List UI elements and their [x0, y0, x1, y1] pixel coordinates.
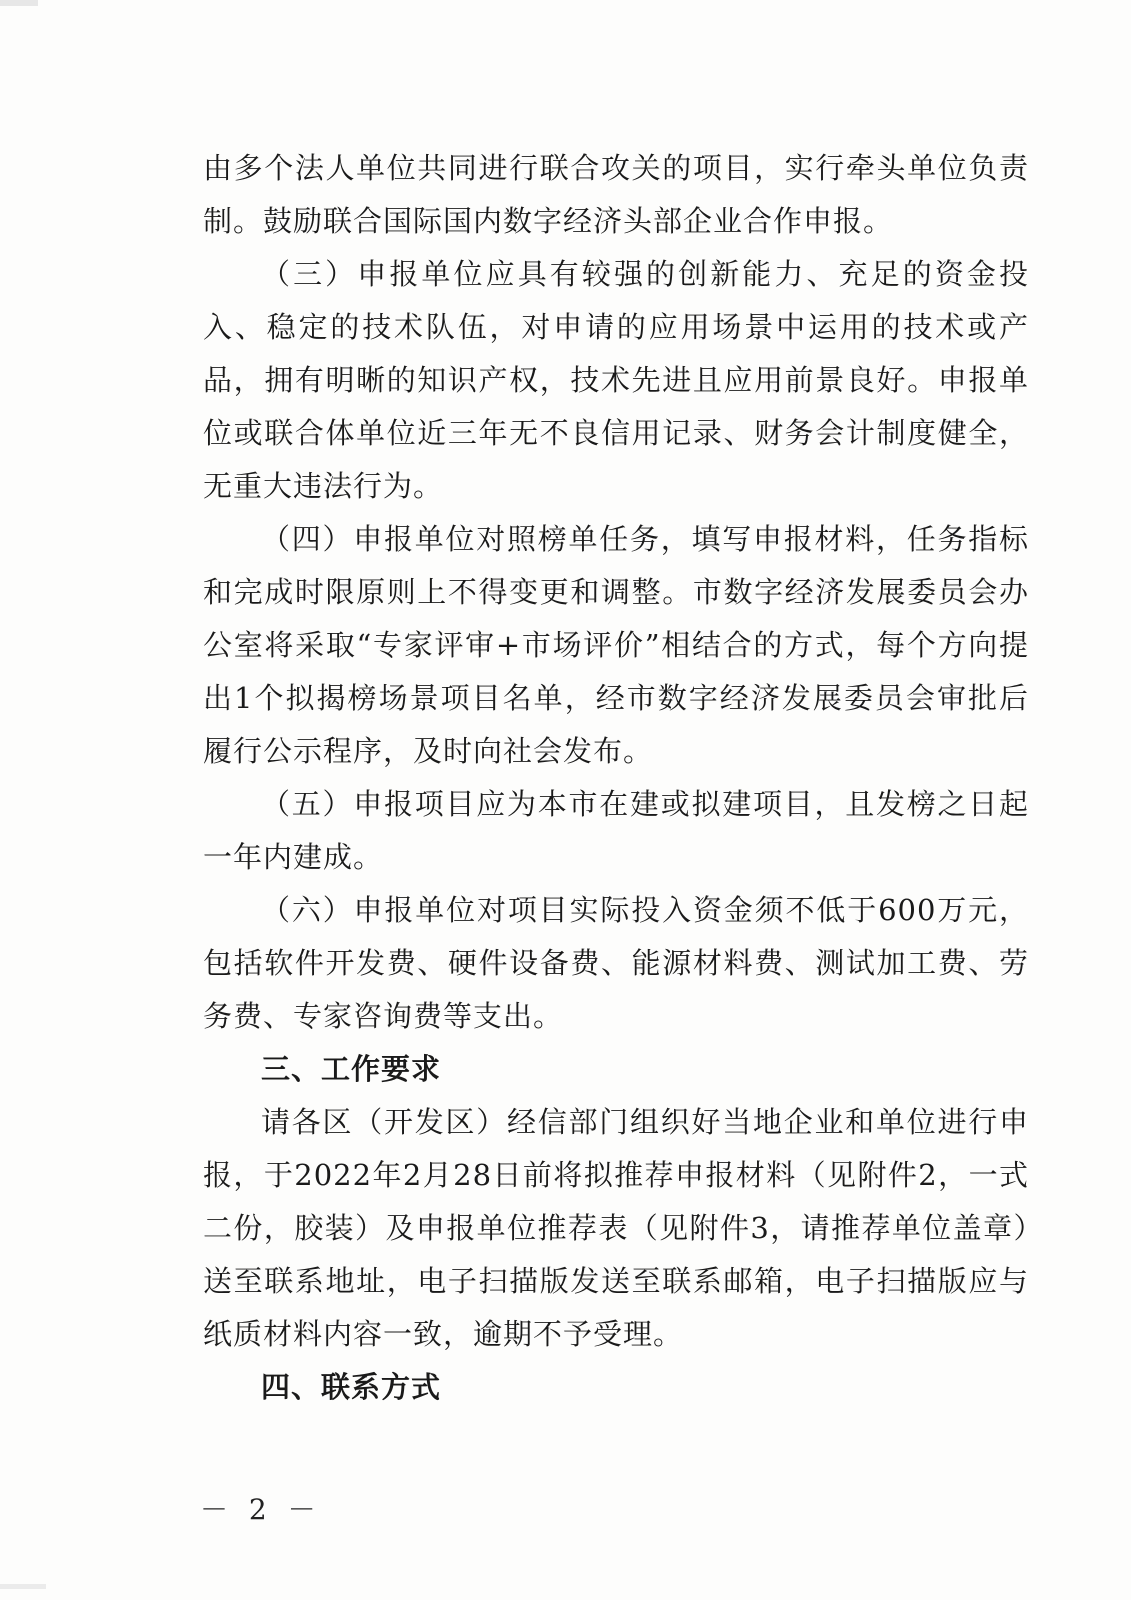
- paragraph-item-6: （六）申报单位对项目实际投入资金须不低于600万元，包括软件开发费、硬件设备费、能源材料费、测试加工费、劳务费、专家咨询费等支出。: [203, 893, 1029, 1033]
- scan-artifact-top-left: [0, 0, 38, 6]
- document-body: [203, 142, 1029, 1414]
- page-number: － 2 －: [200, 1493, 322, 1526]
- scan-artifact-bottom-left: [0, 1584, 46, 1589]
- paragraph-item-3: （三）申报单位应具有较强的创新能力、充足的资金投入、稳定的技术队伍，对申请的应用场景中运用的技术或产品，拥有明晰的知识产权，技术先进且应用前景良好。申报单位或联合体单位近三年无不良信用记录、财务会计制度健全，无重大违法行为。: [203, 257, 1029, 503]
- paragraph-item-5: （五）申报项目应为本市在建或拟建项目，且发榜之日起一年内建成。: [203, 787, 1029, 874]
- paragraph-joint-application: 由多个法人单位共同进行联合攻关的项目，实行牵头单位负责制。鼓励联合国际国内数字经济头部企业合作申报。: [203, 151, 1029, 238]
- section-heading-contact: 四、联系方式: [261, 1370, 442, 1404]
- paragraph-item-4: （四）申报单位对照榜单任务，填写申报材料，任务指标和完成时限原则上不得变更和调整。市数字经济发展委员会办公室将采取“专家评审+市场评价”相结合的方式，每个方向提出1个拟揭榜场景项目名单，经市数字经济发展委员会审批后履行公示程序，及时向社会发布。: [203, 522, 1029, 768]
- paragraph-work-requirements: 请各区（开发区）经信部门组织好当地企业和单位进行申报，于2022年2月28日前将拟推荐申报材料（见附件2，一式二份，胶装）及申报单位推荐表（见附件3，请推荐单位盖章）送至联系地址，电子扫描版发送至联系邮箱，电子扫描版应与纸质材料内容一致，逾期不予受理。: [203, 1105, 1029, 1351]
- section-heading-work-requirements: 三、工作要求: [261, 1052, 442, 1086]
